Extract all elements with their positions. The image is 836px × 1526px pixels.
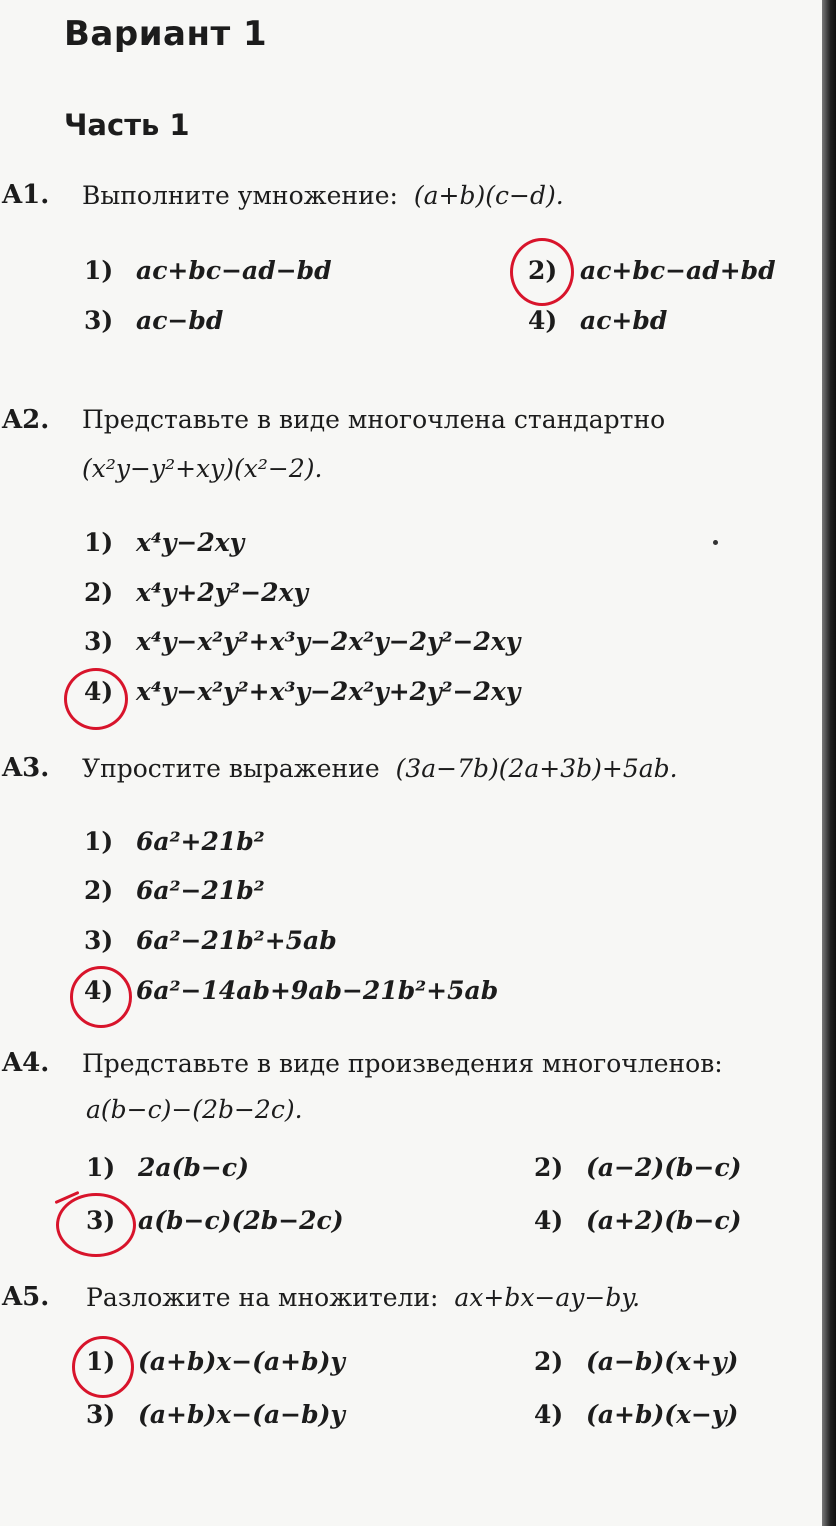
pen-stroke-mark <box>55 1191 80 1204</box>
question-number: A4. <box>2 1048 50 1078</box>
ink-dot <box>713 540 718 545</box>
variant-title: Вариант 1 <box>64 14 268 54</box>
answer-option[interactable]: 4) (a+2)(b−c) <box>534 1206 742 1235</box>
question-text: Представьте в виде многочлена стандартно <box>82 405 666 434</box>
answer-option[interactable]: 2) (a−2)(b−c) <box>534 1153 742 1182</box>
question-expression: (x²y−y²+xy)(x²−2). <box>82 454 323 483</box>
answer-option[interactable]: 4) ac+bd <box>528 306 668 335</box>
answer-option[interactable]: 1) ac+bc−ad−bd <box>84 256 332 285</box>
question-expression: a(b−c)−(2b−2c). <box>86 1095 303 1124</box>
answer-option[interactable]: 3) a(b−c)(2b−2c) <box>86 1206 344 1235</box>
question-text: Упростите выражение (3a−7b)(2a+3b)+5ab. <box>82 754 678 783</box>
question-number: A5. <box>2 1282 50 1312</box>
question-number: A1. <box>2 180 50 210</box>
answer-option[interactable]: 4) 6a²−14ab+9ab−21b²+5ab <box>84 976 499 1005</box>
answer-option[interactable]: 3) (a+b)x−(a−b)y <box>86 1400 345 1429</box>
answer-option[interactable]: 4) x⁴y−x²y²+x³y−2x²y+2y²−2xy <box>84 677 521 706</box>
answer-option[interactable]: 2) ac+bc−ad+bd <box>528 256 776 285</box>
question-text: Представьте в виде произведения многочленов: <box>82 1049 723 1078</box>
answer-option[interactable]: 3) 6a²−21b²+5ab <box>84 926 337 955</box>
answer-option[interactable]: 1) x⁴y−2xy <box>84 528 245 557</box>
question-text: Выполните умножение: (a+b)(c−d). <box>82 181 564 210</box>
answer-option[interactable]: 3) ac−bd <box>84 306 224 335</box>
page-edge-shadow <box>822 0 836 1526</box>
answer-option[interactable]: 3) x⁴y−x²y²+x³y−2x²y−2y²−2xy <box>84 627 521 656</box>
answer-option[interactable]: 1) (a+b)x−(a+b)y <box>86 1347 345 1376</box>
question-number: A3. <box>2 753 50 783</box>
answer-option[interactable]: 2) (a−b)(x+y) <box>534 1347 739 1376</box>
question-number: A2. <box>2 405 50 435</box>
part-title: Часть 1 <box>64 108 190 142</box>
answer-option[interactable]: 1) 2a(b−c) <box>86 1153 249 1182</box>
answer-option[interactable]: 2) x⁴y+2y²−2xy <box>84 578 308 607</box>
question-text: Разложите на множители: ax+bx−ay−by. <box>86 1283 641 1312</box>
answer-option[interactable]: 4) (a+b)(x−y) <box>534 1400 739 1429</box>
answer-option[interactable]: 1) 6a²+21b² <box>84 827 265 856</box>
answer-option[interactable]: 2) 6a²−21b² <box>84 876 265 905</box>
